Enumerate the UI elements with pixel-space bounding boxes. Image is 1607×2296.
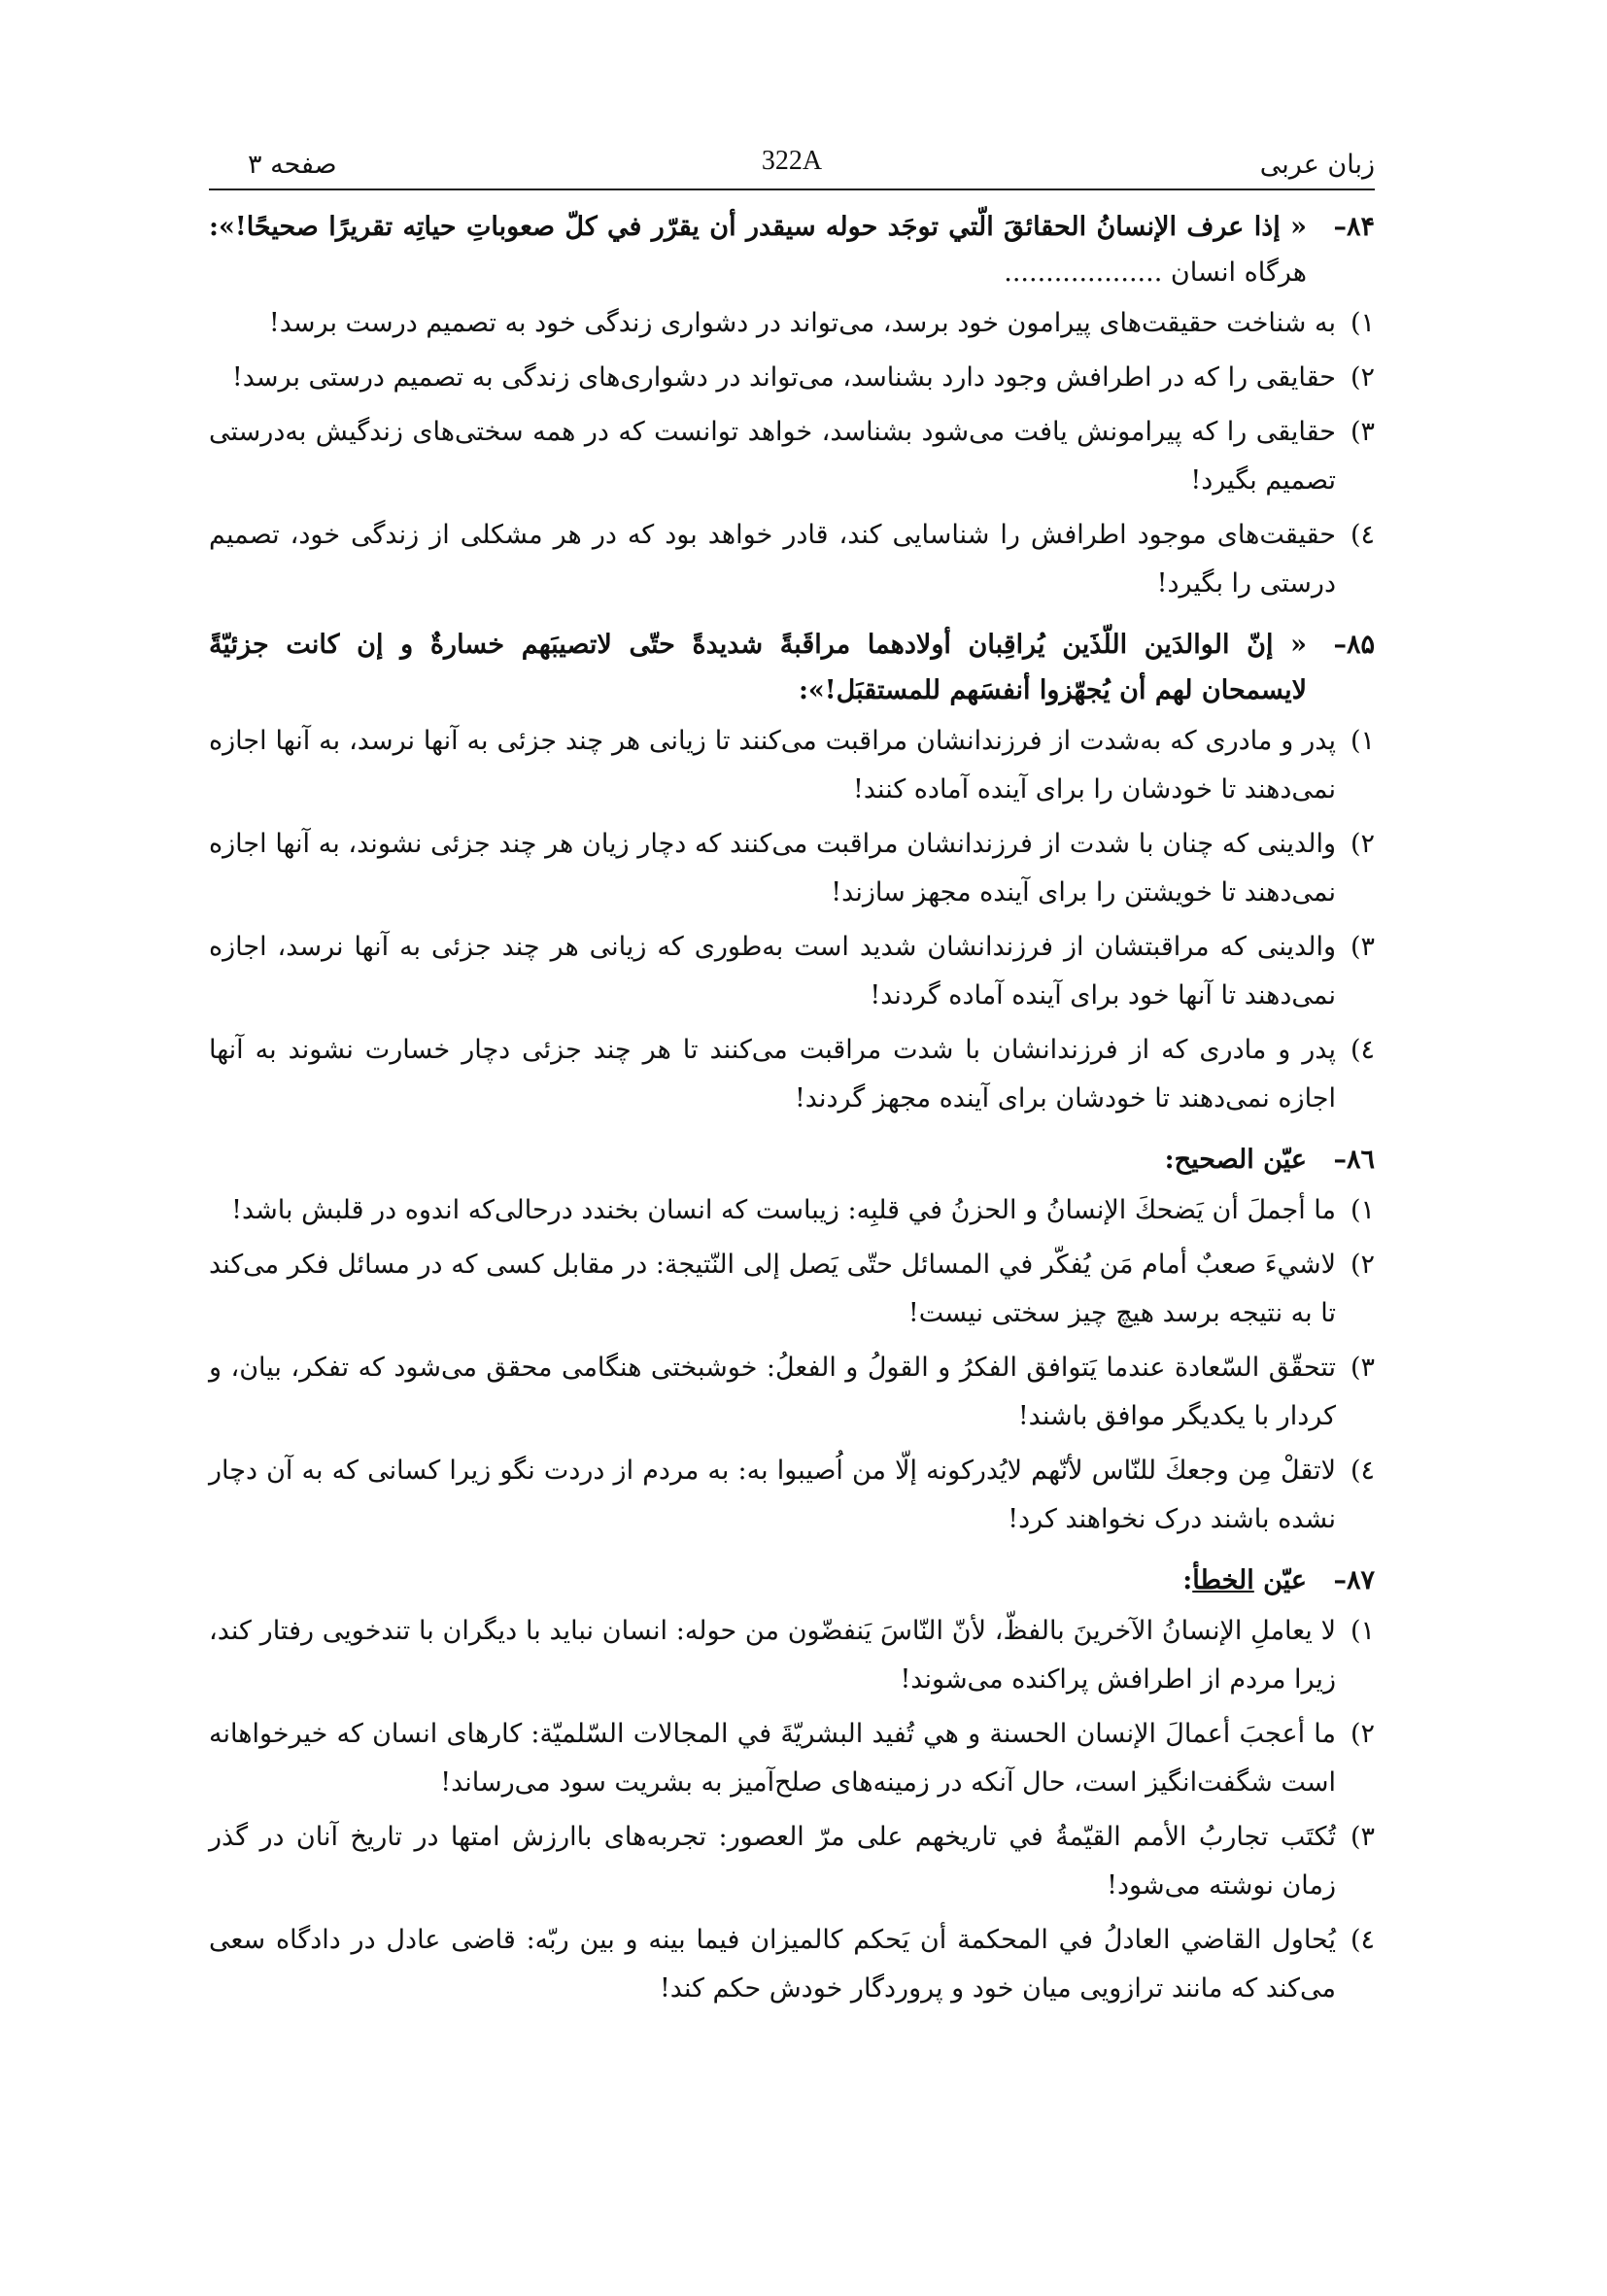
option-text: تتحقّق السّعادة عندما يَتوافق الفكرُ و القولُ و الفعلُ: خوشبختی هنگامی محقق می‌شود که تفکر، بیان، و کردار با یکدیگر موافق باشند! <box>209 1353 1336 1431</box>
option-number: ۲) <box>1350 362 1375 393</box>
question-86 <box>209 1137 1375 1544</box>
answer-options <box>209 1607 1375 2013</box>
question-underlined-word: الخطأ <box>1192 1565 1254 1595</box>
question-84 <box>209 204 1375 608</box>
answer-option[interactable] <box>209 923 1375 1020</box>
exam-page <box>209 146 1375 2019</box>
option-text: والدینی که چنان با شدت از فرزندانشان مراقبت می‌کنند که دچار زیان هر چند جزئی نشوند، به آنها اجازه نمی‌دهند تا خویشتن را برای آینده مجهز سازند! <box>209 829 1336 908</box>
option-number: ۳) <box>1350 1353 1375 1383</box>
question-arabic-text: « إذا عرف الإنسانُ الحقائقَ الّتي توجَد حوله سيقدر أن يقرّر في كلّ صعوباتِ حياتِه تقريرًا صحيحًا!»: <box>209 212 1307 242</box>
option-number: ٤) <box>1350 520 1375 550</box>
answer-option[interactable] <box>209 1344 1375 1441</box>
question-87 <box>209 1558 1375 2013</box>
question-stem <box>209 1137 1375 1182</box>
answer-option[interactable] <box>209 1186 1375 1235</box>
question-text <box>209 622 1307 713</box>
question-text <box>209 1558 1307 1603</box>
question-stem <box>209 204 1375 295</box>
option-text: يُحاول القاضي العادلُ في المحكمة أن يَحكم كالميزان فيما بينه و بين ربّه: قاضی عادل در دادگاه سعی می‌کند که مانند ترازویی میان خود و پروردگار خودش حکم کند! <box>209 1925 1336 2004</box>
answer-option[interactable] <box>209 1607 1375 1704</box>
question-text <box>209 1137 1307 1182</box>
option-number: ۱) <box>1350 308 1375 338</box>
answer-option[interactable] <box>209 1241 1375 1338</box>
option-number: ۱) <box>1350 726 1375 756</box>
answer-option[interactable] <box>209 354 1375 402</box>
option-text: حقایقی را که در اطرافش وجود دارد بشناسد، می‌تواند در دشواری‌های زندگی به تصمیم درستی برسد! <box>231 362 1336 393</box>
question-arabic-text: عيّن الصحيح: <box>1164 1145 1307 1175</box>
option-number: ۱) <box>1350 1195 1375 1225</box>
option-number: ۲) <box>1350 1719 1375 1749</box>
option-text: به شناخت حقیقت‌های پیرامون خود برسد، می‌تواند در دشواری زندگی خود به تصمیم درست برسد! <box>268 308 1336 338</box>
exam-code: 322A <box>761 146 823 176</box>
answer-option[interactable] <box>209 1447 1375 1544</box>
answer-options <box>209 717 1375 1123</box>
option-number: ۱) <box>1350 1616 1375 1646</box>
page-header <box>209 146 1375 190</box>
option-text: پدر و مادری که به‌شدت از فرزندانشان مراقبت می‌کنند تا زیانی هر چند جزئی به آنها نرسد، به آنها اجازه نمی‌دهند تا خودشان را برای آینده آماده کنند! <box>209 726 1336 805</box>
question-colon: : <box>1182 1565 1193 1595</box>
option-text: ما أعجبَ أعمالَ الإنسان الحسنة و هي تُفيد البشريّةَ في المجالات السّلميّة: کارهای انسان که خیرخواهانه است شگفت‌انگیز است، حال آنکه در زمینه‌های صلح‌آمیز به بشریت سود می‌رساند! <box>209 1719 1336 1798</box>
question-text <box>209 204 1307 295</box>
option-number: ۲) <box>1350 829 1375 859</box>
answer-option[interactable] <box>209 1916 1375 2013</box>
option-text: ما أجملَ أن يَضحكَ الإنسانُ و الحزنُ في قلبِه: زیباست که انسان بخندد درحالی‌که اندوه در قلبش باشد! <box>231 1195 1336 1225</box>
option-text: پدر و مادری که از فرزندانشان با شدت مراقبت می‌کنند تا هر چند جزئی دچار خسارت نشوند به آنها اجازه نمی‌دهند تا خودشان برای آینده مجهز گردند! <box>209 1035 1336 1114</box>
answer-option[interactable] <box>209 1710 1375 1807</box>
option-text: لاتقلْ مِن وجعكَ للنّاس لأنّهم لايُدركونه إلّا من اُصيبوا به: به مردم از دردت نگو زیرا کسانی که به آن دچار نشده باشند درک نخواهند کرد! <box>209 1456 1336 1534</box>
question-stem <box>209 1558 1375 1603</box>
subject-title: زبان عربی <box>1259 150 1375 180</box>
answer-option[interactable] <box>209 717 1375 814</box>
option-text: تُكتَب تجاربُ الأمم القيّمةُ في تاريخهم على مرّ العصور: تجربه‌های باارزش امتها در تاریخ آنان در گذر زمان نوشته می‌شود! <box>209 1822 1336 1901</box>
answer-options <box>209 299 1375 608</box>
question-number: ۸٦– <box>1333 1145 1375 1175</box>
question-arabic-text: « إنّ الوالدَين اللّذَين يُراقِبان أولادهما مراقَبةً شديدةً حتّى لاتصيبَهم خسارةٌ و إن كانت جزئيّةً لايسمحان لهم أن يُجهّزوا أنفسَهم للمستقبَل!»: <box>209 630 1307 705</box>
option-number: ٤) <box>1350 1035 1375 1065</box>
option-text: لا يعاملِ الإنسانُ الآخرينَ بالفظّ، لأنّ النّاسَ يَنفضّون من حوله: انسان نباید با دیگران با تندخویی رفتار کند، زیرا مردم از اطرافش پراکنده می‌شوند! <box>209 1616 1336 1695</box>
answer-option[interactable] <box>209 1026 1375 1123</box>
option-number: ٤) <box>1350 1456 1375 1486</box>
question-arabic-text: عيّن <box>1253 1565 1307 1595</box>
question-persian-tail: هرگاه انسان ................... <box>1004 257 1307 288</box>
option-text: والدینی که مراقبتشان از فرزندانشان شدید است به‌طوری که زیانی هر چند جزئی به آنها نرسد، اجازه نمی‌دهند تا آنها خود برای آینده آماده گردند! <box>209 932 1336 1011</box>
answer-option[interactable] <box>209 511 1375 608</box>
option-text: حقایقی را که پیرامونش یافت می‌شود بشناسد، خواهد توانست که در همه سختی‌های زندگیش به‌درستی تصمیم بگیرد! <box>209 417 1336 496</box>
answer-option[interactable] <box>209 408 1375 505</box>
question-85 <box>209 622 1375 1123</box>
option-text: لاشيءَ صعبٌ أمام مَن يُفكّر في المسائل حتّى يَصل إلى النّتيجة: در مقابل کسی که در مسائل فکر می‌کند تا به نتیجه برسد هیچ چیز سختی نیست! <box>209 1250 1336 1328</box>
option-number: ۲) <box>1350 1250 1375 1280</box>
option-number: ۳) <box>1350 417 1375 447</box>
question-number: ۸۷– <box>1333 1565 1375 1595</box>
answer-option[interactable] <box>209 299 1375 348</box>
question-number: ۸۵– <box>1333 630 1375 660</box>
question-number: ۸۴– <box>1333 212 1375 242</box>
option-number: ۳) <box>1350 1822 1375 1852</box>
answer-option[interactable] <box>209 820 1375 917</box>
option-number: ۳) <box>1350 932 1375 962</box>
page-number: صفحه ۳ <box>248 150 337 180</box>
option-text: حقیقت‌های موجود اطرافش را شناسایی کند، قادر خواهد بود که در هر مشکلی از زندگی خود، تصمیم درستی را بگیرد! <box>209 520 1336 599</box>
question-stem <box>209 622 1375 713</box>
answer-option[interactable] <box>209 1813 1375 1910</box>
option-number: ٤) <box>1350 1925 1375 1955</box>
answer-options <box>209 1186 1375 1544</box>
